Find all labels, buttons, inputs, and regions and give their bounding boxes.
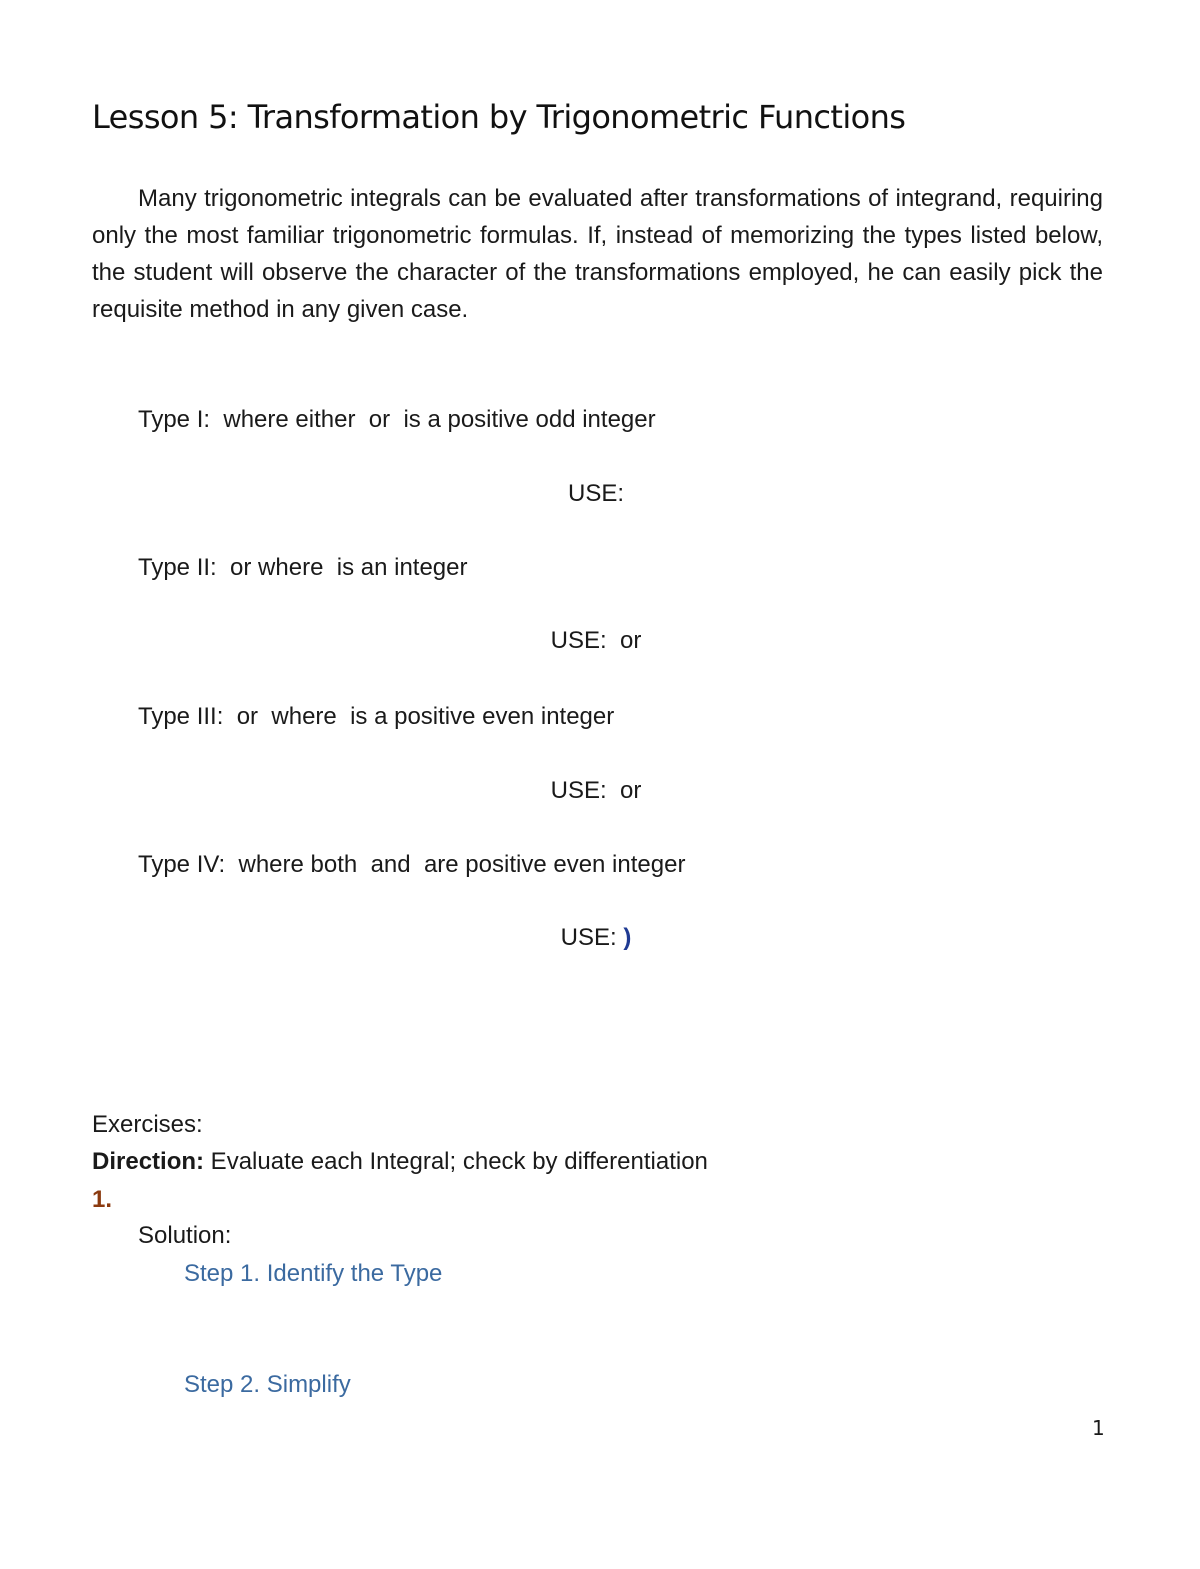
type-3-use: USE: or xyxy=(550,777,642,804)
type-2-label: Type II: or where is an integer xyxy=(138,554,468,581)
step-2: Step 2. Simplify xyxy=(184,1371,351,1398)
page-number: 1 xyxy=(1092,1416,1105,1440)
solution-label: Solution: xyxy=(138,1222,232,1249)
type-2-use: USE: or xyxy=(550,627,642,654)
type-4-use-line xyxy=(0,924,1192,952)
type-4-use-paren: ) xyxy=(623,924,632,951)
type-4-use: USE: xyxy=(560,924,624,951)
type-4-label: Type IV: where both and are positive even integer xyxy=(138,851,686,878)
lesson-title: Lesson 5: Transformation by Trigonometric Functions xyxy=(92,98,906,136)
exercise-number: 1. xyxy=(92,1186,113,1213)
step-1: Step 1. Identify the Type xyxy=(184,1260,443,1287)
type-1-use: USE: xyxy=(567,480,624,507)
direction-label: Direction: xyxy=(92,1148,205,1175)
type-1-label: Type I: where either or is a positive odd integer xyxy=(138,406,656,433)
direction-text: Evaluate each Integral; check by differentiation xyxy=(204,1148,708,1175)
exercises-heading: Exercises: xyxy=(92,1111,203,1138)
intro-paragraph: Many trigonometric integrals can be evaluated after transformations of integrand, requiring only the most familiar trigonometric formulas. If, instead of memorizing the types listed below, the student will observe the character of the transformations employed, he can easily pick the requisite method in any given case. xyxy=(92,185,1103,323)
direction-line xyxy=(92,1148,708,1176)
type-3-label: Type III: or where is a positive even integer xyxy=(138,703,615,730)
